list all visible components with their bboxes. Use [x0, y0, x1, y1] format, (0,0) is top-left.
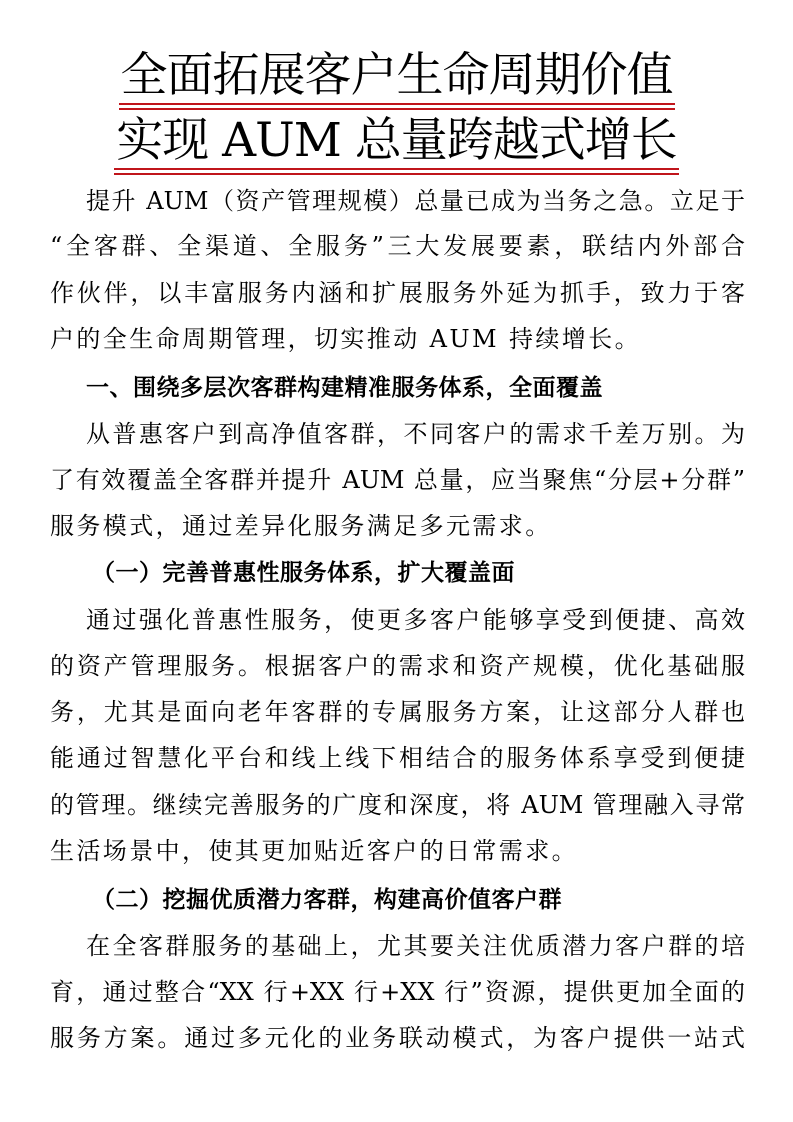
paragraph-2-line-2: 了有效覆盖全客群并提升 AUM 总量，应当聚焦“分层+分群” — [50, 466, 745, 494]
paragraph-2-line-1: 从普惠客户到高净值客群，不同客户的需求千差万别。为 — [86, 420, 745, 448]
title-line-2 — [0, 113, 793, 169]
paragraph-3-line-4: 能通过智慧化平台和线上线下相结合的服务体系享受到便捷 — [50, 744, 745, 772]
paragraph-4-line-1: 在全客群服务的基础上，尤其要关注优质潜力客户群的培 — [86, 932, 745, 960]
title-line-1 — [0, 48, 793, 104]
section-heading-1: 一、围绕多层次客群构建精准服务体系，全面覆盖 — [86, 375, 603, 401]
paragraph-1-line-3: 作伙伴，以丰富服务内涵和扩展服务外延为抓手，致力于客 — [50, 279, 745, 307]
paragraph-1-line-1: 提升 AUM（资产管理规模）总量已成为当务之急。立足于 — [86, 187, 745, 215]
paragraph-3-line-5: 的管理。继续完善服务的广度和深度，将 AUM 管理融入寻常 — [50, 791, 745, 819]
subsection-heading-2: （二）挖掘优质潜力客群，构建高价值客户群 — [92, 887, 562, 913]
paragraph-3-line-2: 的资产管理服务。根据客户的需求和资产规模，优化基础服 — [50, 652, 745, 680]
subsection-heading-1: （一）完善普惠性服务体系，扩大覆盖面 — [92, 560, 515, 586]
paragraph-4-line-3: 服务方案。通过多元化的业务联动模式，为客户提供一站式 — [50, 1024, 745, 1052]
paragraph-3-line-1: 通过强化普惠性服务，使更多客户能够享受到便捷、高效 — [86, 606, 745, 634]
paragraph-4-line-2: 育，通过整合“XX 行+XX 行+XX 行”资源，提供更加全面的 — [50, 978, 745, 1006]
title-text-2: 实现 AUM 总量跨越式增长 — [116, 113, 677, 168]
paragraph-3-line-6: 生活场景中，使其更加贴近客户的日常需求。 — [50, 837, 578, 865]
paragraph-2-line-3: 服务模式，通过差异化服务满足多元需求。 — [50, 512, 552, 540]
title-text-1: 全面拓展客户生命周期价值 — [120, 48, 673, 103]
paragraph-1-line-2: “全客群、全渠道、全服务”三大发展要素，联结内外部合 — [50, 232, 745, 260]
paragraph-3-line-3: 务，尤其是面向老年客群的专属服务方案，让这部分人群也 — [50, 698, 745, 726]
paragraph-1-line-4: 户的全生命周期管理，切实推动 AUM 持续增长。 — [50, 325, 641, 353]
